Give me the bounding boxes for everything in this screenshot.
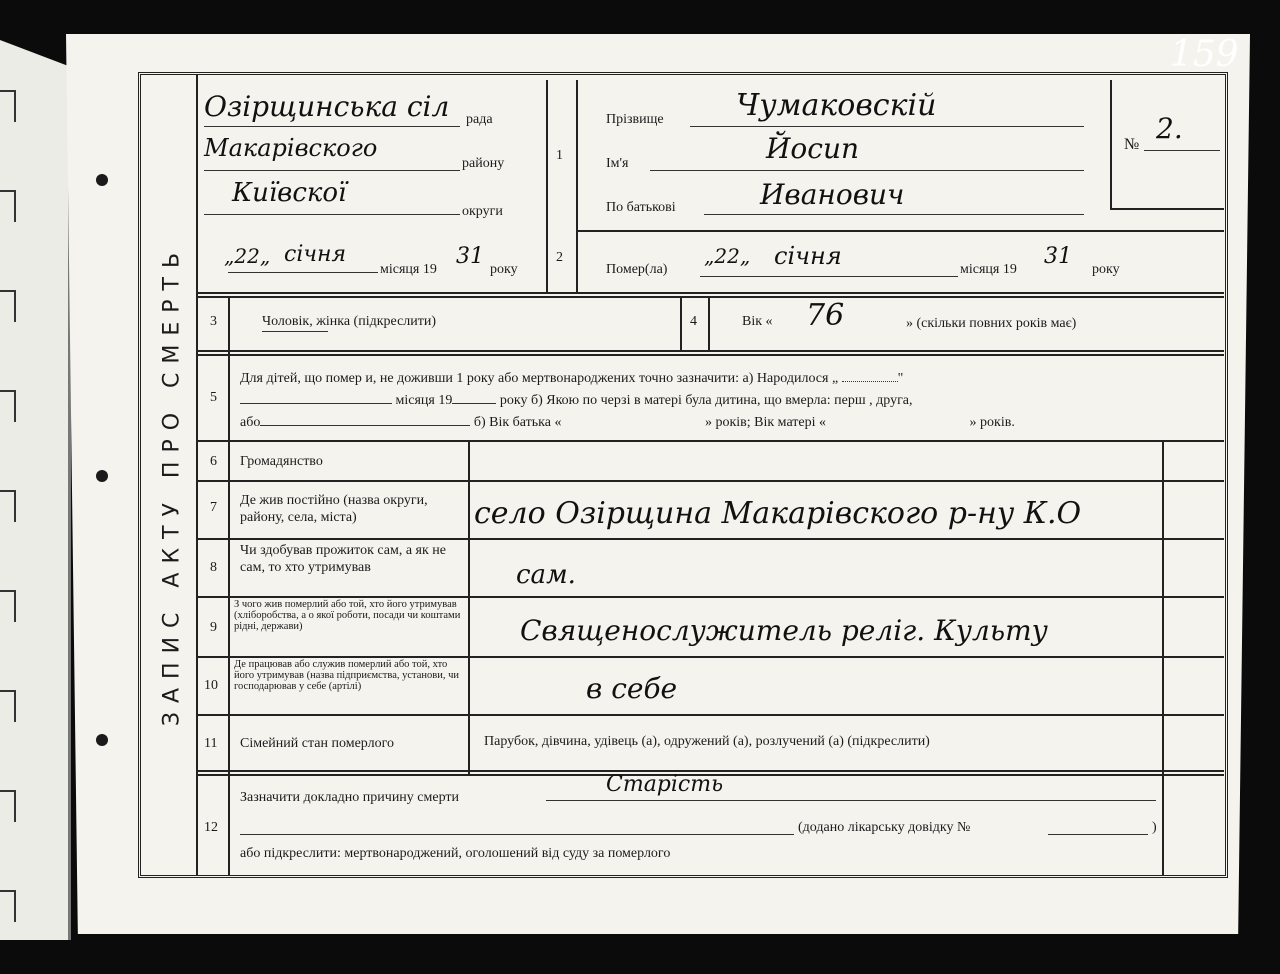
rada-value: Озірщинська сіл [204, 90, 450, 123]
binding-hole [96, 174, 108, 186]
patronymic-label: По батькові [606, 200, 676, 215]
row-number: 9 [210, 620, 217, 635]
infant-line-3: або б) Вік батька « » років; Вік матері « » років. [240, 415, 1015, 430]
raion-label: району [462, 156, 505, 171]
death-month: січня [774, 242, 842, 270]
livelihood-value: сам. [516, 560, 576, 590]
residence-value: село Озірщина Макарівского р-ну К.О [474, 496, 1082, 531]
death-year-suffix: року [1092, 262, 1120, 277]
okruha-label: округи [462, 204, 503, 219]
cause-value: Старість [606, 772, 724, 797]
okruha-value: Київскої [232, 178, 347, 208]
binding-hole [96, 470, 108, 482]
marital-label: Сімейний стан померлого [240, 736, 394, 751]
income-source-label: З чого жив померлий або той, хто його утримував (хліборобства, а о якої роботи, посади чи коштами рідні, держави) [234, 599, 461, 632]
record-number-value: 2. [1156, 112, 1183, 145]
sex-label: Чоловік, жінка (підкреслити) [262, 314, 437, 329]
row-number: 10 [204, 678, 218, 693]
binding-hole [96, 734, 108, 746]
row-number: 11 [204, 736, 218, 751]
page-number: 159 [1170, 34, 1239, 75]
previous-page-edge [0, 40, 71, 940]
age-value: 76 [806, 298, 845, 333]
name-value: Йосип [766, 132, 860, 165]
row-number: 1 [556, 148, 563, 163]
header-year-label: місяця 19 [380, 262, 437, 277]
died-label: Помер(ла) [606, 262, 668, 277]
infant-line-1: Для дітей, що помер и, не доживши 1 року або мертвонароджених точно зазначити: а) Народилося „ " [240, 371, 904, 386]
header-year-suffix: року [490, 262, 518, 277]
rada-label: рада [466, 112, 493, 127]
age-label: Вік « [742, 314, 773, 329]
workplace-label: Де працював або служив померлий або той, хто його утримував (назва підприємства, установи, чи господарював у себе (артілі) [234, 659, 459, 692]
death-year-label: місяця 19 [960, 262, 1017, 277]
row-number: 2 [556, 250, 563, 265]
raion-value: Макарівского [204, 134, 378, 162]
citizenship-label: Громадянство [240, 454, 323, 469]
medical-cert-label: (додано лікарську довідку № [798, 820, 971, 835]
row-number: 7 [210, 500, 217, 515]
side-title: ЗАПИС АКТУ ПРО СМЕРТЬ [159, 243, 185, 727]
workplace-value: в себе [586, 672, 678, 705]
cause-label: Зазначити докладно причину смерти [240, 790, 460, 805]
row-number: 3 [210, 314, 217, 329]
livelihood-label: Чи здобував прожиток сам, а як не сам, то хто утримував [240, 543, 446, 575]
row-number: 6 [210, 454, 217, 469]
patronymic-value: Иванович [760, 178, 905, 211]
marital-options: Парубок, дівчина, удівець (а), одружений (а), розлучений (а) (підкреслити) [484, 734, 930, 749]
header-date-day: „22„ [224, 244, 271, 268]
income-source-value: Священослужитель реліг. Культу [520, 614, 1048, 647]
age-suffix: » (скільки повних років має) [906, 316, 1077, 331]
death-day: „22„ [704, 244, 751, 268]
row-number: 12 [204, 820, 218, 835]
row-number: 4 [690, 314, 697, 329]
medical-cert-close: ) [1152, 820, 1157, 835]
residence-label: Де жив постійно (назва округи, району, села, міста) [240, 493, 428, 525]
infant-line-2: місяця 19 року б) Якою по черзі в матері була дитина, що вмерла: перш , друга, [240, 392, 913, 409]
row-number: 8 [210, 560, 217, 575]
stillborn-note: або підкреслити: мертвонароджений, оголошений від суду за померлого [240, 846, 671, 861]
row-number: 5 [210, 390, 217, 405]
surname-label: Прізвище [606, 112, 664, 127]
surname-value: Чумаковскій [736, 88, 937, 123]
death-year: 31 [1044, 244, 1072, 269]
record-number-label: № [1124, 136, 1140, 153]
header-date-month: січня [284, 242, 347, 267]
header-year: 31 [456, 244, 484, 269]
name-label: Ім'я [606, 156, 629, 171]
